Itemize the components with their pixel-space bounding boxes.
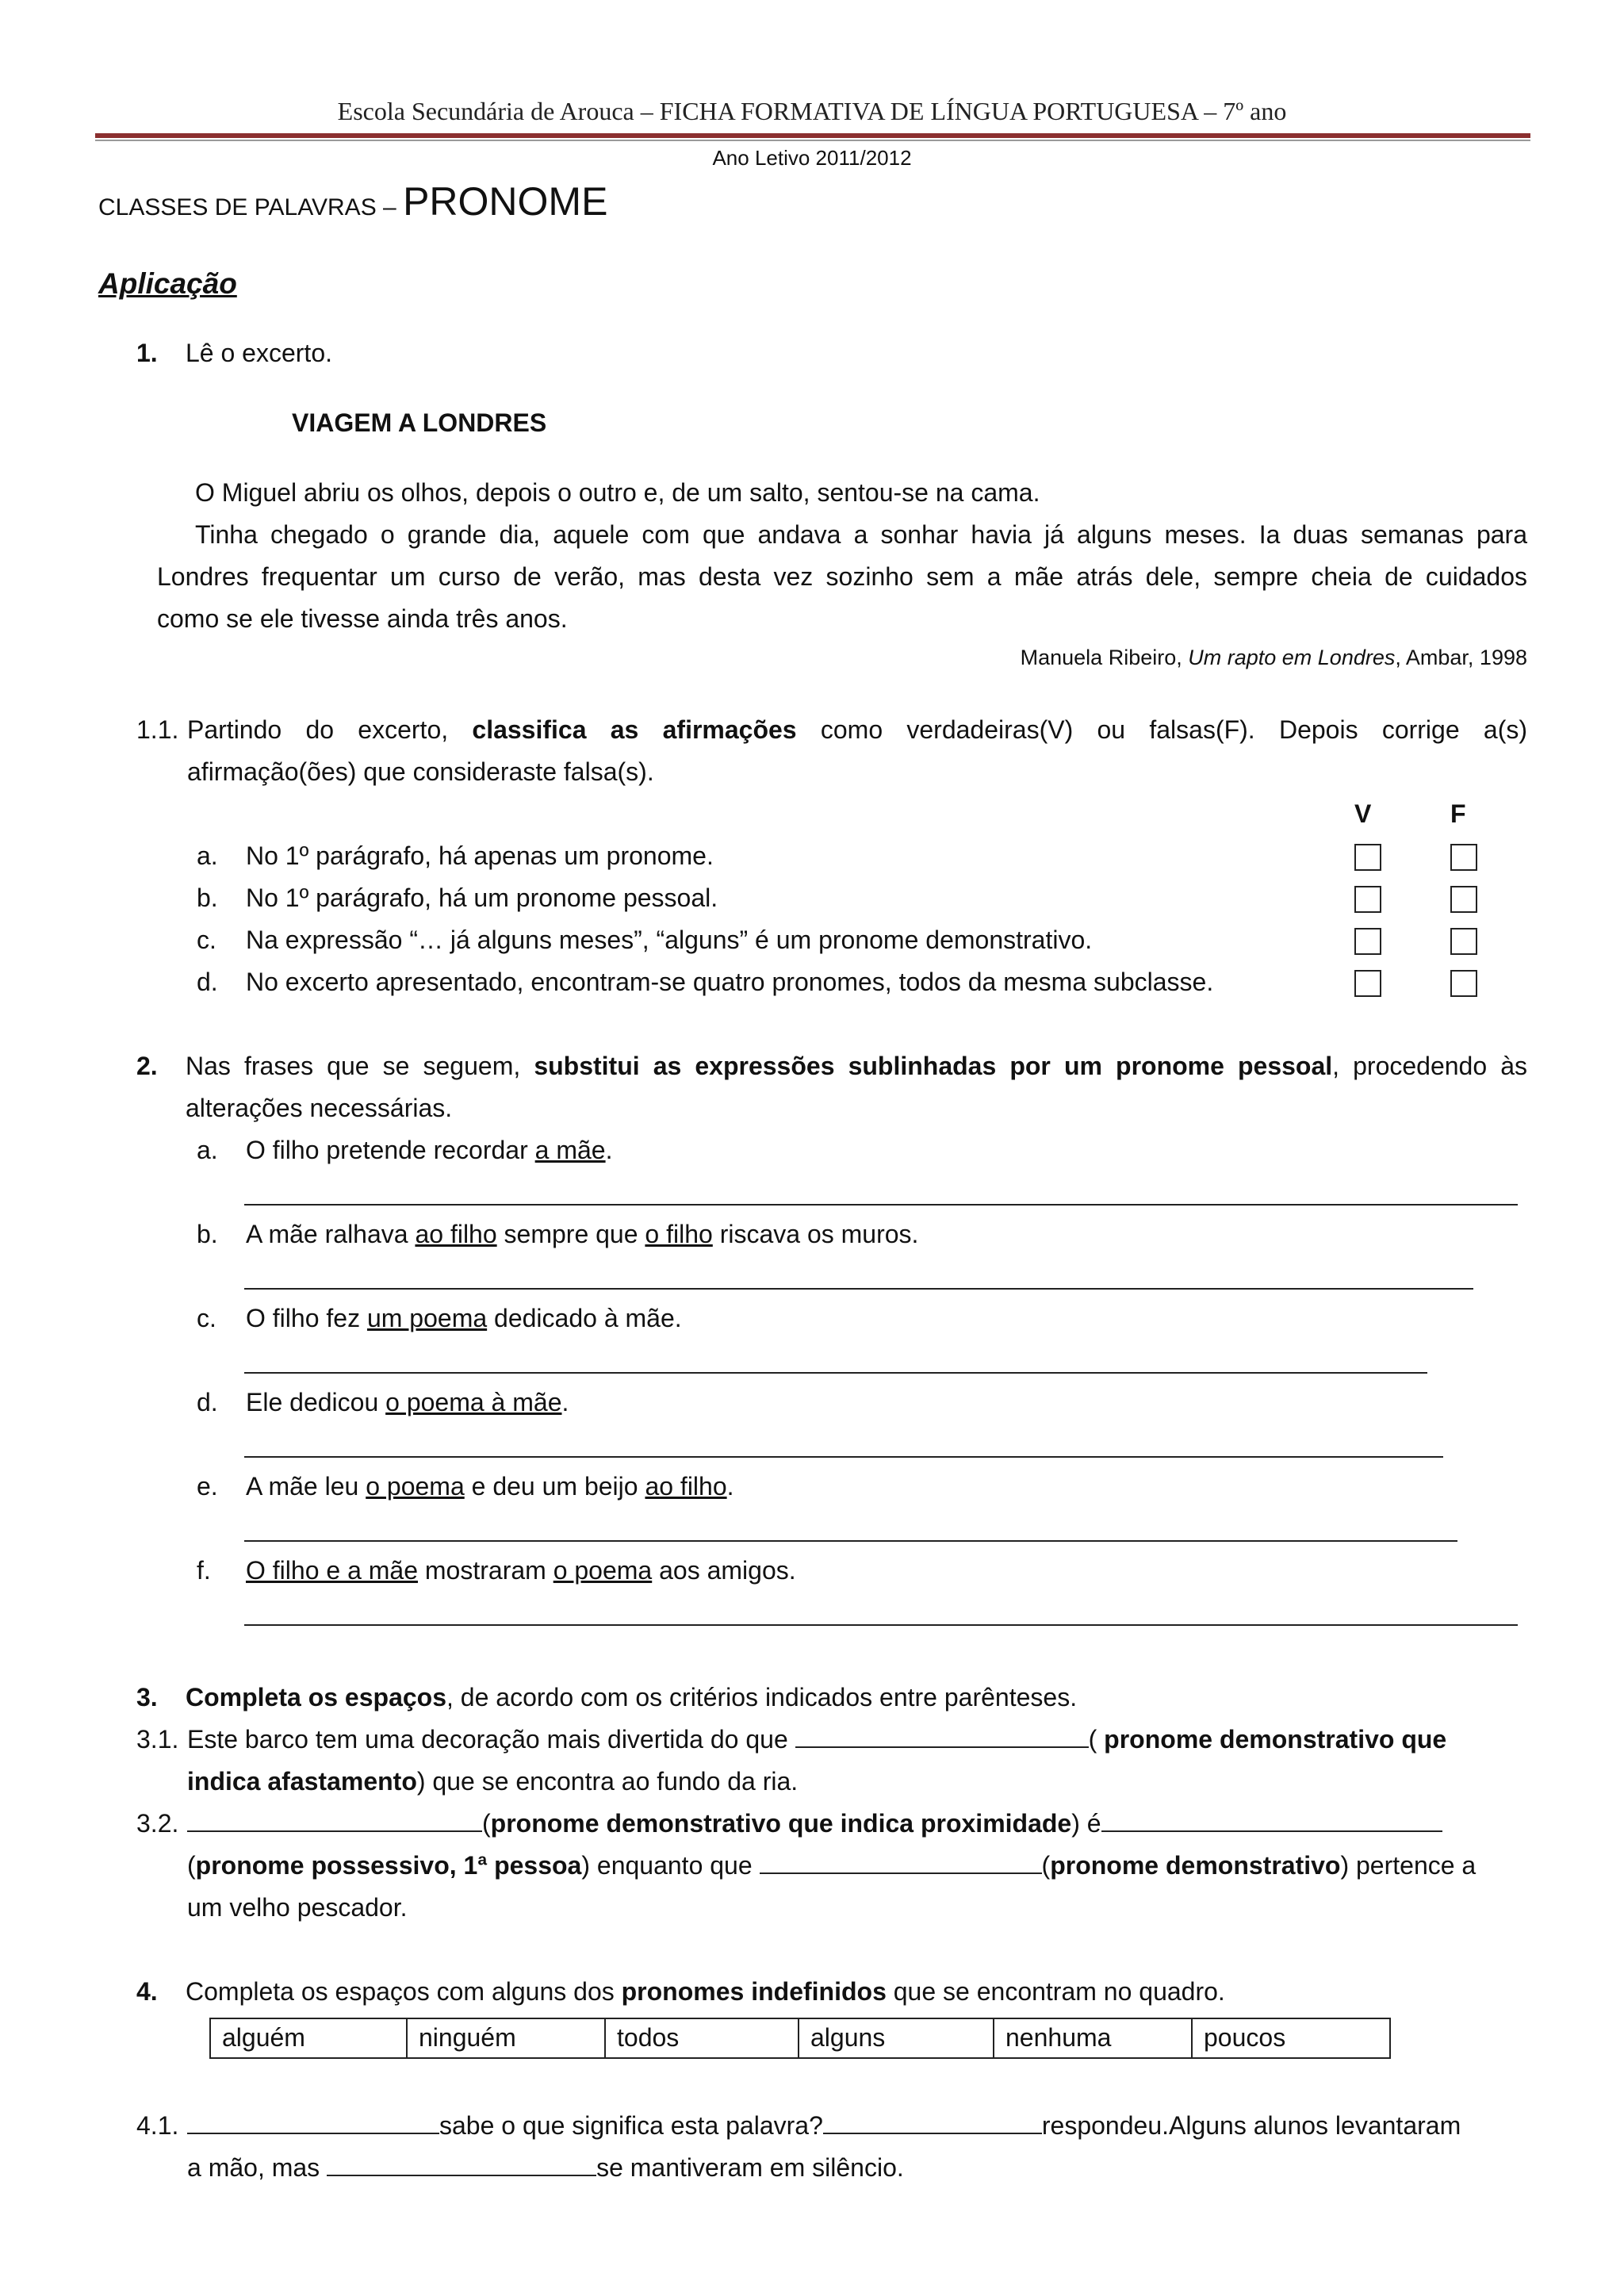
q2-c-sentence: O filho fez um poema dedicado à mãe. — [246, 1304, 682, 1332]
q4-1-line1: sabe o que significa esta palavra? respondeu.Alguns alunos levantaram — [187, 2110, 1461, 2143]
checkbox-c-v[interactable] — [1354, 928, 1381, 955]
q2-a-letter: a. — [197, 1136, 218, 1164]
excerpt-para2-line1: Tinha chegado o grande dia, aquele com que andava a sonhar havia já alguns meses. Ia duas semanas para — [195, 520, 1527, 549]
q3-1-number: 3.1. — [136, 1725, 179, 1754]
answer-line-e[interactable] — [244, 1540, 1457, 1542]
table-row — [210, 2018, 1390, 2058]
q3-1-line1: Este barco tem uma decoração mais divertida do que ( pronome demonstrativo que — [187, 1725, 1447, 1754]
q2-number: 2. — [136, 1052, 158, 1080]
item-c-letter: c. — [197, 926, 216, 954]
table-cell: ninguém — [407, 2018, 605, 2058]
blank-3-2-c[interactable] — [760, 1850, 1042, 1874]
item-c-text: Na expressão “… já alguns meses”, “alguns” é um pronome demonstrativo. — [246, 926, 1093, 954]
q2-f-letter: f. — [197, 1556, 211, 1585]
q3-number: 3. — [136, 1683, 158, 1711]
col-f: F — [1450, 799, 1466, 828]
item-a-letter: a. — [197, 841, 218, 870]
source-rest: , Ambar, 1998 — [1395, 646, 1527, 669]
excerpt-title: VIAGEM A LONDRES — [292, 408, 547, 437]
blank-4-1-a[interactable] — [187, 2110, 439, 2134]
school-header: Escola Secundária de Arouca – FICHA FORMATIVA DE LÍNGUA PORTUGUESA – 7º ano — [337, 97, 1287, 125]
blank-4-1-c[interactable] — [327, 2152, 596, 2176]
q3-2-number: 3.2. — [136, 1809, 179, 1838]
q4-1-line2: a mão, mas se mantiveram em silêncio. — [187, 2153, 904, 2182]
q1-number: 1. — [136, 339, 158, 367]
table-cell: nenhuma — [994, 2018, 1192, 2058]
blank-4-1-b[interactable] — [823, 2110, 1042, 2134]
table-cell: poucos — [1192, 2018, 1390, 2058]
answer-line-b[interactable] — [244, 1288, 1473, 1290]
underlined-expression: o poema — [366, 1472, 465, 1501]
checkbox-d-v[interactable] — [1354, 970, 1381, 997]
q1-1-text-bold: classifica as afirmações — [472, 715, 797, 744]
underlined-expression: o poema — [553, 1556, 653, 1585]
q1-1-number: 1.1. — [136, 715, 179, 744]
section-title: Aplicação — [98, 267, 237, 300]
header-rule — [95, 133, 1530, 138]
q3-2-line3: um velho pescador. — [187, 1893, 408, 1922]
q1-1-line1 — [187, 714, 1527, 747]
blank-3-2-a[interactable] — [187, 1808, 482, 1832]
q1-text: Lê o excerto. — [186, 339, 332, 367]
table-cell: alguns — [799, 2018, 994, 2058]
answer-line-a[interactable] — [244, 1204, 1518, 1205]
source-title: Um rapto em Londres — [1188, 646, 1396, 669]
q2-e-letter: e. — [197, 1472, 218, 1501]
source-author: Manuela Ribeiro, — [1020, 646, 1189, 669]
checkbox-b-v[interactable] — [1354, 886, 1381, 913]
underlined-expression: um poema — [366, 1304, 488, 1332]
q2-text-bold: substitui as expressões sublinhadas por um pronome pessoal — [534, 1052, 1333, 1080]
checkbox-d-f[interactable] — [1450, 970, 1477, 997]
answer-line-f[interactable] — [244, 1624, 1518, 1626]
answer-line-d[interactable] — [244, 1456, 1443, 1458]
q2-c-letter: c. — [197, 1304, 216, 1332]
q2-line2: alterações necessárias. — [186, 1094, 453, 1122]
page-title — [98, 176, 607, 228]
excerpt-source — [1021, 644, 1527, 672]
q2-e-sentence: A mãe leu o poema e deu um beijo ao filho. — [246, 1472, 734, 1501]
q2-text-b: , procedendo às — [1332, 1052, 1528, 1080]
underlined-expression: o filho — [645, 1220, 713, 1248]
school-year: Ano Letivo 2011/2012 — [712, 146, 912, 170]
table-cell: alguém — [210, 2018, 407, 2058]
pronoun-table — [209, 2018, 1391, 2059]
checkbox-c-f[interactable] — [1450, 928, 1477, 955]
q2-text-a: Nas frases que se seguem, — [186, 1052, 534, 1080]
q2-d-sentence: Ele dedicou o poema à mãe. — [246, 1388, 569, 1416]
table-cell: todos — [605, 2018, 799, 2058]
q2-b-letter: b. — [197, 1220, 218, 1248]
q3-1-line2: indica afastamento) que se encontra ao fundo da ria. — [187, 1767, 799, 1796]
underlined-expression: a mãe — [534, 1136, 606, 1164]
checkbox-a-f[interactable] — [1450, 844, 1477, 871]
q4-number: 4. — [136, 1977, 158, 2006]
excerpt-para2-line2: Londres frequentar um curso de verão, mas desta vez sozinho sem a mãe atrás dele, sempre cheia de cuidados — [157, 562, 1527, 591]
q3-2-line1: (pronome demonstrativo que indica proximidade) é — [187, 1807, 1442, 1841]
q2-b-sentence: A mãe ralhava ao filho sempre que o filho riscava os muros. — [246, 1220, 919, 1248]
q1-1-text-a: Partindo do excerto, — [187, 715, 473, 744]
underlined-expression: o poema à mãe — [385, 1388, 562, 1416]
checkbox-a-v[interactable] — [1354, 844, 1381, 871]
excerpt-para1: O Miguel abriu os olhos, depois o outro e, de um salto, sentou-se na cama. — [195, 478, 1040, 507]
q3-text: Completa os espaços, de acordo com os critérios indicados entre parênteses. — [186, 1683, 1078, 1711]
item-d-letter: d. — [197, 968, 218, 996]
blank-3-1[interactable] — [795, 1724, 1089, 1748]
underlined-expression: O filho e a mãe — [246, 1556, 418, 1585]
underlined-expression: ao filho — [415, 1220, 497, 1248]
item-a-text: No 1º parágrafo, há apenas um pronome. — [246, 841, 714, 870]
q2-d-letter: d. — [197, 1388, 218, 1416]
item-b-letter: b. — [197, 884, 218, 912]
q4-text: Completa os espaços com alguns dos pronomes indefinidos que se encontram no quadro. — [186, 1977, 1225, 2006]
q2-a-sentence: O filho pretende recordar a mãe. — [246, 1136, 613, 1164]
excerpt-para2-line3: como se ele tivesse ainda três anos. — [157, 604, 568, 633]
title-prefix: CLASSES DE PALAVRAS – — [98, 194, 396, 220]
item-b-text: No 1º parágrafo, há um pronome pessoal. — [246, 884, 718, 912]
col-v: V — [1354, 799, 1372, 828]
q4-1-number: 4.1. — [136, 2111, 179, 2140]
q3-2-line2: (pronome possessivo, 1ª pessoa) enquanto que (pronome demonstrativo) pertence a — [187, 1851, 1477, 1880]
q2-f-sentence: O filho e a mãe mostraram o poema aos amigos. — [246, 1556, 796, 1585]
q2-line1 — [186, 1050, 1527, 1083]
q1-1-line2: afirmação(ões) que consideraste falsa(s). — [187, 757, 654, 786]
blank-3-2-b[interactable] — [1101, 1808, 1442, 1832]
item-d-text: No excerto apresentado, encontram-se quatro pronomes, todos da mesma subclasse. — [246, 968, 1214, 996]
title-main: PRONOME — [403, 179, 608, 224]
answer-line-c[interactable] — [244, 1372, 1427, 1374]
header-rule-thin — [95, 140, 1530, 141]
q1-1-text-b: como verdadeiras(V) ou falsas(F). Depois corrige a(s) — [796, 715, 1528, 744]
checkbox-b-f[interactable] — [1450, 886, 1477, 913]
underlined-expression: ao filho — [645, 1472, 727, 1501]
